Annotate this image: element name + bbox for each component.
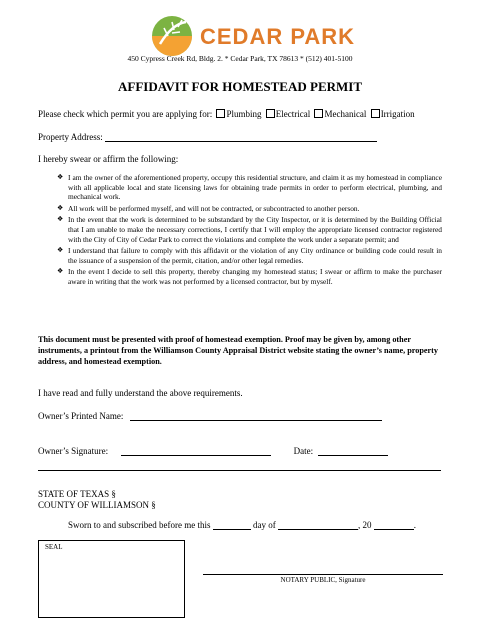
list-item: ❖ In the event that the work is determined to be substandard by the City Inspector, or it is determined by the Building Official that I am unable to make the necessary corrections, I certify that I will employ the appropriate licensed contractor registered with the City of City of Cedar Park to correct the violations and complete the work under a separate permit; and bbox=[57, 215, 442, 244]
leaf-logo-icon bbox=[150, 14, 194, 58]
state-line: STATE OF TEXAS § bbox=[38, 489, 116, 499]
electrical-label: Electrical bbox=[275, 109, 311, 119]
sworn-prefix: Sworn to and subscribed before me this bbox=[68, 520, 211, 530]
mechanical-label: Mechanical bbox=[324, 109, 367, 119]
sworn-day-of: day of bbox=[252, 520, 276, 530]
owner-name-row bbox=[38, 411, 382, 421]
cedar-park-logo bbox=[150, 14, 356, 56]
page-title: AFFIDAVIT FOR HOMESTEAD PERMIT bbox=[117, 79, 363, 94]
sworn-year-prefix: , 20 bbox=[357, 520, 372, 530]
swear-intro: I hereby swear or affirm the following: bbox=[38, 154, 179, 164]
sworn-end: . bbox=[413, 520, 416, 530]
owner-name-label: Owner’s Printed Name: bbox=[38, 411, 124, 421]
statement-list bbox=[57, 173, 442, 289]
list-item: ❖ I am the owner of the aforementioned property, occupy this residential structure, and claim it as my homestead in compliance with all applicable local and state licensing laws for obtaining trade permits in order to perform electrical, plumbing, and mechanical work. bbox=[57, 173, 442, 202]
owner-signature-label: Owner’s Signature: bbox=[38, 446, 109, 456]
diamond-bullet-icon: ❖ bbox=[57, 173, 64, 181]
property-address-field[interactable] bbox=[105, 132, 377, 142]
seal-label: SEAL bbox=[45, 543, 63, 551]
property-address-row bbox=[38, 132, 377, 142]
sworn-row bbox=[68, 520, 416, 530]
notary-label: NOTARY PUBLIC, Signature bbox=[280, 576, 366, 584]
electrical-checkbox[interactable] bbox=[266, 109, 275, 118]
diamond-bullet-icon: ❖ bbox=[57, 215, 64, 224]
date-label: Date: bbox=[293, 446, 314, 456]
seal-box bbox=[38, 540, 185, 618]
diamond-bullet-icon: ❖ bbox=[57, 246, 64, 255]
date-field[interactable] bbox=[318, 446, 388, 456]
property-address-label: Property Address: bbox=[38, 132, 103, 142]
proof-notice: This document must be presented with proof of homestead exemption. Proof may be given by, among other instruments, a printout from the Williamson County Appraisal District website stating the owner’s name, property address, and homestead exemption. bbox=[38, 335, 438, 366]
permit-selection-row bbox=[38, 109, 415, 119]
list-item: ❖ In the event I decide to sell this property, thereby changing my homestead status; I swear or affirm to make the purchaser aware in writing that the work was not performed by a licensed contractor, but by myself. bbox=[57, 267, 442, 286]
logo-wordmark: CEDAR PARK bbox=[200, 24, 356, 49]
list-item: ❖ All work will be performed myself, and will not be contracted, or subcontracted to another person. bbox=[57, 203, 360, 213]
acknowledge-text: I have read and fully understand the above requirements. bbox=[38, 388, 243, 398]
list-item: ❖ I understand that failure to comply with this affidavit or the violation of any City ordinance or building code could result in the issuance of a suspension of the permit, citation, and/or other legal remedies. bbox=[57, 246, 442, 265]
notary-signature-line[interactable] bbox=[203, 574, 443, 584]
address-line: 450 Cypress Creek Rd, Bldg. 2. * Cedar Park, TX 78613 * (512) 401-5100 bbox=[127, 54, 353, 63]
irrigation-checkbox[interactable] bbox=[371, 109, 380, 118]
sworn-year-field[interactable] bbox=[374, 520, 414, 530]
irrigation-label: Irrigation bbox=[380, 109, 415, 119]
owner-signature-row bbox=[38, 446, 388, 456]
owner-signature-field[interactable] bbox=[121, 446, 271, 456]
owner-name-field[interactable] bbox=[130, 411, 382, 421]
mechanical-checkbox[interactable] bbox=[314, 109, 323, 118]
diamond-bullet-icon: ❖ bbox=[57, 267, 64, 276]
county-line: COUNTY OF WILLIAMSON § bbox=[38, 500, 156, 510]
diamond-bullet-icon: ❖ bbox=[57, 203, 64, 212]
sworn-month-field[interactable] bbox=[278, 520, 358, 530]
divider bbox=[38, 470, 441, 471]
plumbing-label: Plumbing bbox=[226, 109, 262, 119]
permit-prompt: Please check which permit you are applying for: bbox=[38, 109, 213, 119]
plumbing-checkbox[interactable] bbox=[216, 109, 225, 118]
sworn-day-field[interactable] bbox=[213, 520, 251, 530]
